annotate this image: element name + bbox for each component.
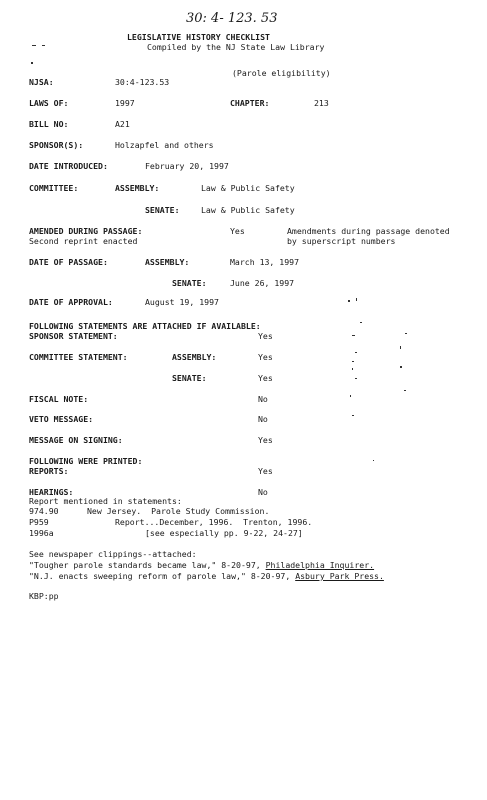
committee-senate-value: Law & Public Safety [201,205,295,215]
laws-of-label: LAWS OF: [29,98,69,108]
clipping-item [29,561,374,569]
amended-note-line1: Amendments during passage denoted [287,226,450,236]
committee-assembly-value: Law & Public Safety [201,183,295,193]
scan-speck [355,378,357,379]
committee-label: COMMITTEE: [29,183,79,193]
passage-label: DATE OF PASSAGE: [29,257,108,267]
signing-message-value: Yes [258,435,273,445]
amended-value: Yes [230,226,245,236]
approval-label: DATE OF APPROVAL: [29,297,113,307]
fiscal-note-value: No [258,394,268,404]
amended-note-line2: by superscript numbers [287,236,396,246]
clipping-item [29,572,384,580]
sponsor-statement-value: Yes [258,331,273,341]
passage-senate-value: June 26, 1997 [230,278,295,288]
signing-message-label: MESSAGE ON SIGNING: [29,435,123,445]
page-subtitle: Compiled by the NJ State Law Library [147,42,325,52]
fiscal-note-label: FISCAL NOTE: [29,394,89,404]
committee-assembly-label: ASSEMBLY: [115,183,160,193]
committee-statement-assembly-value: Yes [258,352,273,362]
passage-senate-label: SENATE: [172,278,207,288]
report-text-1: New Jersey. Parole Study Commission. [87,506,270,516]
amended-label: AMENDED DURING PASSAGE: [29,226,143,236]
scan-speck [400,366,402,368]
approval-value: August 19, 1997 [145,297,219,307]
committee-statement-senate-label: SENATE: [172,373,207,383]
passage-assembly-label: ASSEMBLY: [145,257,190,267]
clippings-heading: See newspaper clippings--attached: [29,549,197,559]
njsa-label: NJSA: [29,77,54,87]
report-mentioned-heading: Report mentioned in statements: [29,496,182,506]
veto-message-label: VETO MESSAGE: [29,414,94,424]
page-title: LEGISLATIVE HISTORY CHECKLIST [127,32,270,42]
report-text-3: [see especially pp. 9-22, 24-27] [145,528,303,538]
njsa-value: 30:4-123.53 [115,77,170,87]
reports-label: REPORTS: [29,466,69,476]
passage-assembly-value: March 13, 1997 [230,257,300,267]
clipping-title: "N.J. enacts sweeping reform of parole law," 8-20-97, [29,571,296,581]
bill-no-label: BILL NO: [29,119,69,129]
scan-speck [405,333,407,334]
reports-value: Yes [258,466,273,476]
scan-speck [352,361,354,362]
scan-speck [350,395,351,397]
second-reprint-note: Second reprint enacted [29,236,138,246]
scan-speck [400,346,401,349]
clipping-source: Asbury Park Press. [295,571,384,581]
sponsors-label: SPONSOR(S): [29,140,84,150]
scan-speck [352,415,354,416]
scan-speck [355,352,357,353]
scan-speck [373,460,374,461]
committee-statement-senate-value: Yes [258,373,273,383]
chapter-value: 213 [314,98,329,108]
scan-speck [42,45,45,46]
date-introduced-value: February 20, 1997 [145,161,229,171]
subject: (Parole eligibility) [232,68,331,78]
scan-speck [356,298,357,301]
committee-statement-assembly-label: ASSEMBLY: [172,352,217,362]
committee-senate-label: SENATE: [145,205,180,215]
scan-speck [31,62,33,64]
committee-statement-label: COMMITTEE STATEMENT: [29,352,128,362]
initials: KBP:pp [29,591,59,601]
statements-heading: FOLLOWING STATEMENTS ARE ATTACHED IF AVAILABLE: [29,321,261,331]
scan-speck [404,390,406,391]
report-text-2: Report...December, 1996. Trenton, 1996. [115,517,313,527]
scan-speck [360,322,362,323]
printed-heading: FOLLOWING WERE PRINTED: [29,456,143,466]
hearings-label: HEARINGS: [29,487,74,497]
hearings-value: No [258,487,268,497]
date-introduced-label: DATE INTRODUCED: [29,161,108,171]
clipping-source: Philadelphia Inquirer. [265,560,375,570]
veto-message-value: No [258,414,268,424]
bill-no-value: A21 [115,119,130,129]
clipping-title: "Tougher parole standards became law," 8-20-97, [29,560,266,570]
laws-of-value: 1997 [115,98,135,108]
sponsor-statement-label: SPONSOR STATEMENT: [29,331,118,341]
sponsors-value: Holzapfel and others [115,140,214,150]
chapter-label: CHAPTER: [230,98,270,108]
scan-speck [32,45,36,46]
scan-speck [348,300,350,302]
report-call-number-3: 1996a [29,528,54,538]
handwritten-call-number: 30: 4- 123. 53 [186,11,278,26]
scan-speck [352,368,353,370]
scan-speck [352,335,355,336]
report-call-number-1: 974.90 [29,506,59,516]
report-call-number-2: P959 [29,517,49,527]
